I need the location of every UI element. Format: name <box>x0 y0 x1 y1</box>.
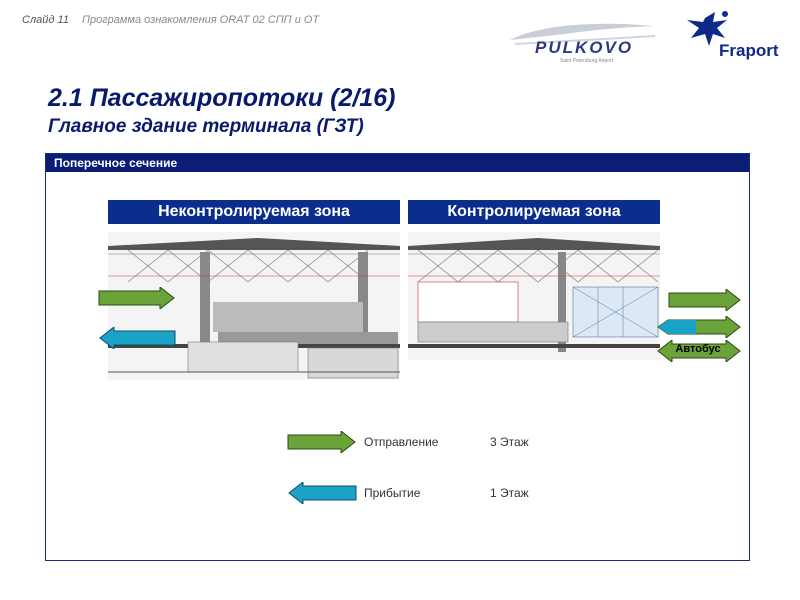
departure-arrow-right <box>668 289 742 311</box>
arrival-arrow-left <box>98 327 176 349</box>
slide-title: 2.1 Пассажиропотоки (2/16) <box>48 84 396 112</box>
slide-number: Слайд 11 <box>22 14 69 26</box>
fraport-logo-text: Fraport <box>719 41 779 60</box>
panel-heading: Поперечное сечение <box>46 154 749 172</box>
pulkovo-logo-subtext: Saint Petersburg Airport <box>560 58 614 64</box>
departure-arrow-left <box>98 287 176 309</box>
controlled-zone-label: Контролируемая зона <box>408 200 660 224</box>
legend-arrival-arrow <box>287 482 357 504</box>
controlled-section-drawing <box>408 232 660 360</box>
fraport-logo <box>675 8 795 63</box>
legend-departure-floor: 3 Этаж <box>490 435 529 449</box>
program-title: Программа ознакомления ORAT 02 СПП и ОТ <box>82 14 320 26</box>
legend-departure-arrow <box>287 431 357 453</box>
pulkovo-logo <box>505 18 665 66</box>
legend-arrival-floor: 1 Этаж <box>490 486 529 500</box>
bus-label: Автобус <box>675 343 721 355</box>
slide-subtitle: Главное здание терминала (ГЗТ) <box>48 116 364 137</box>
legend-departure-label: Отправление <box>364 435 439 449</box>
uncontrolled-zone-label: Неконтролируемая зона <box>108 200 400 224</box>
mixed-flow-arrow-right <box>656 316 742 338</box>
pulkovo-logo-text: PULKOVO <box>535 38 634 57</box>
legend-arrival-label: Прибытие <box>364 486 421 500</box>
